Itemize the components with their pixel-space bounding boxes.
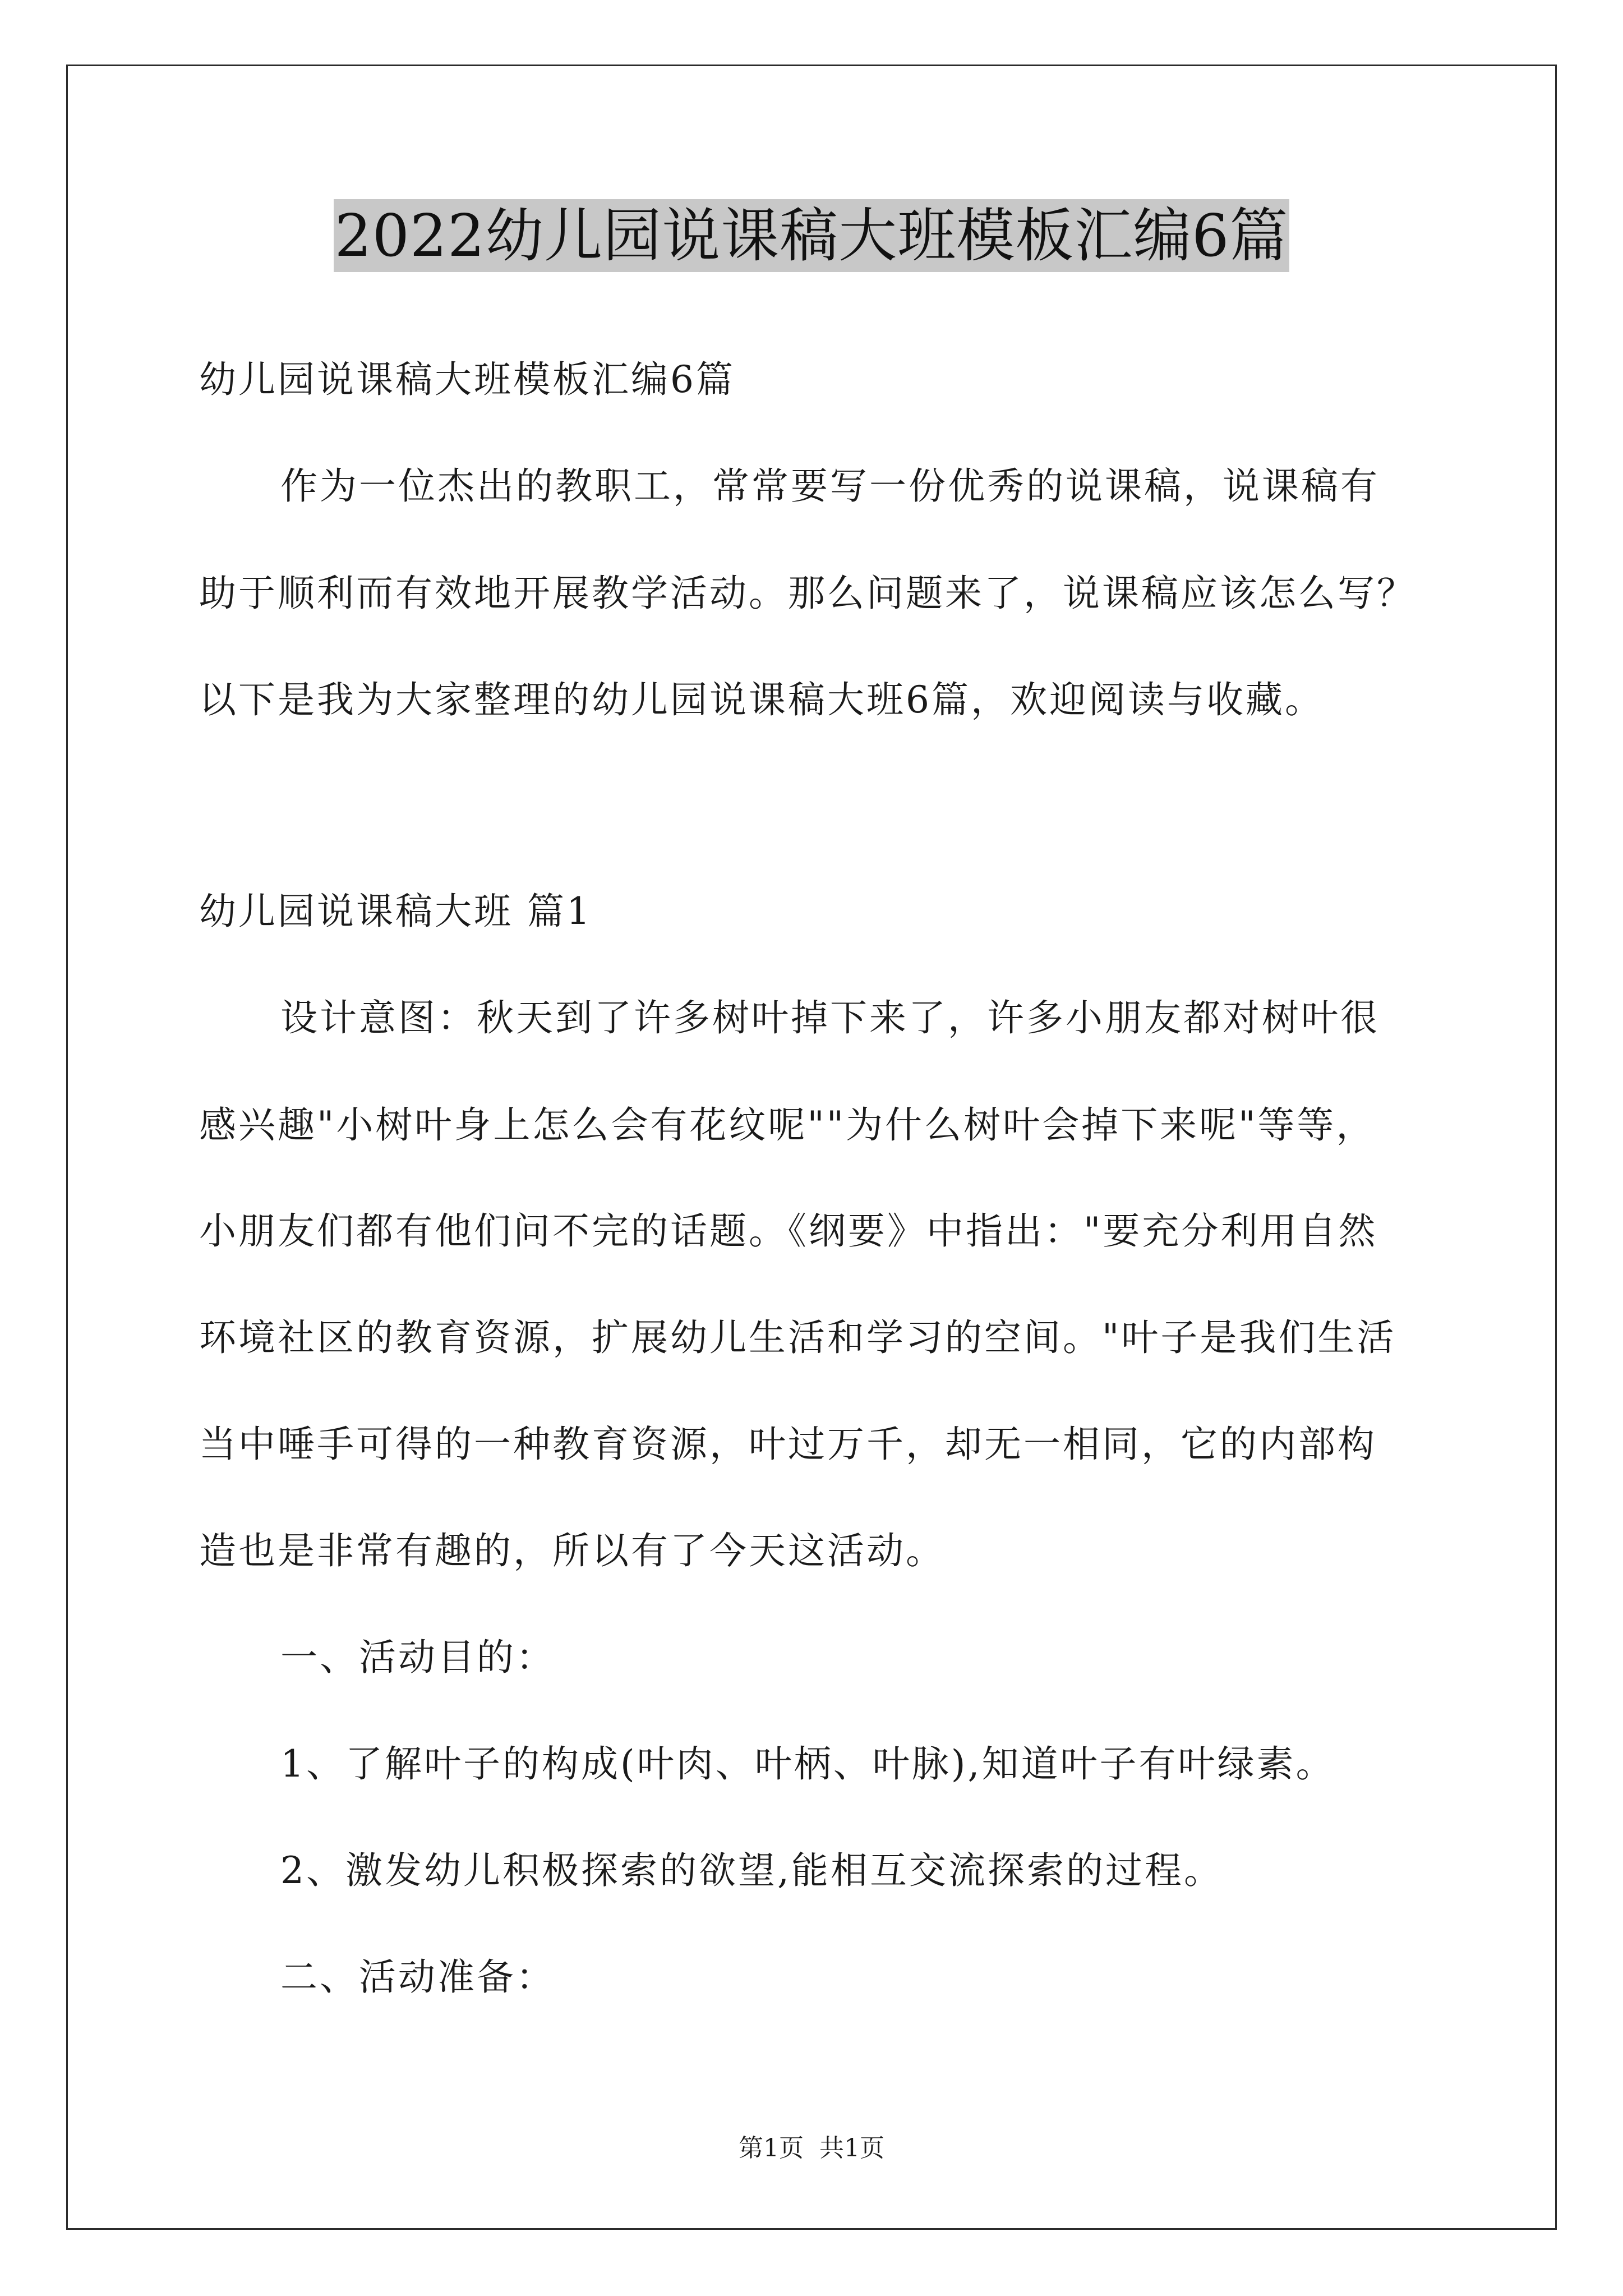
list-heading: 一、活动目的： bbox=[280, 1636, 555, 1679]
document-title: 2022幼儿园说课稿大班模板汇编6篇 bbox=[334, 199, 1290, 272]
section-heading: 幼儿园说课稿大班 篇1 bbox=[199, 890, 592, 933]
list-heading: 二、活动准备： bbox=[280, 1955, 555, 1999]
paragraph-line: 当中唾手可得的一种教育资源，叶过万千，却无一相同，它的内部构 bbox=[199, 1423, 1377, 1466]
paragraph-line: 以下是我为大家整理的幼儿园说课稿大班6篇，欢迎阅读与收藏。 bbox=[199, 678, 1324, 721]
title-container bbox=[0, 199, 1623, 272]
paragraph-line: 作为一位杰出的教职工，常常要写一份优秀的说课稿，说课稿有 bbox=[280, 464, 1380, 508]
paragraph-line: 助于顺利而有效地开展教学活动。那么问题来了，说课稿应该怎么写？ bbox=[199, 572, 1416, 615]
list-item: 1、了解叶子的构成(叶肉、叶柄、叶脉),知道叶子有叶绿素。 bbox=[280, 1742, 1335, 1786]
page-footer bbox=[0, 2132, 1623, 2165]
paragraph-line: 环境社区的教育资源，扩展幼儿生活和学习的空间。"叶子是我们生活 bbox=[199, 1316, 1396, 1359]
list-item: 2、激发幼儿积极探索的欲望,能相互交流探索的过程。 bbox=[280, 1849, 1223, 1892]
page-number: 第1页 bbox=[739, 2134, 804, 2162]
paragraph-line: 小朋友们都有他们问不完的话题。《纲要》中指出："要充分利用自然 bbox=[199, 1209, 1378, 1253]
paragraph-line: 造也是非常有趣的，所以有了今天这活动。 bbox=[199, 1529, 945, 1572]
page-total: 共1页 bbox=[819, 2134, 884, 2162]
paragraph-line: 设计意图：秋天到了许多树叶掉下来了，许多小朋友都对树叶很 bbox=[280, 996, 1380, 1039]
subtitle-line: 幼儿园说课稿大班模板汇编6篇 bbox=[199, 358, 735, 401]
paragraph-line: 感兴趣"小树叶身上怎么会有花纹呢""为什么树叶会掉下来呢"等等， bbox=[199, 1103, 1376, 1147]
